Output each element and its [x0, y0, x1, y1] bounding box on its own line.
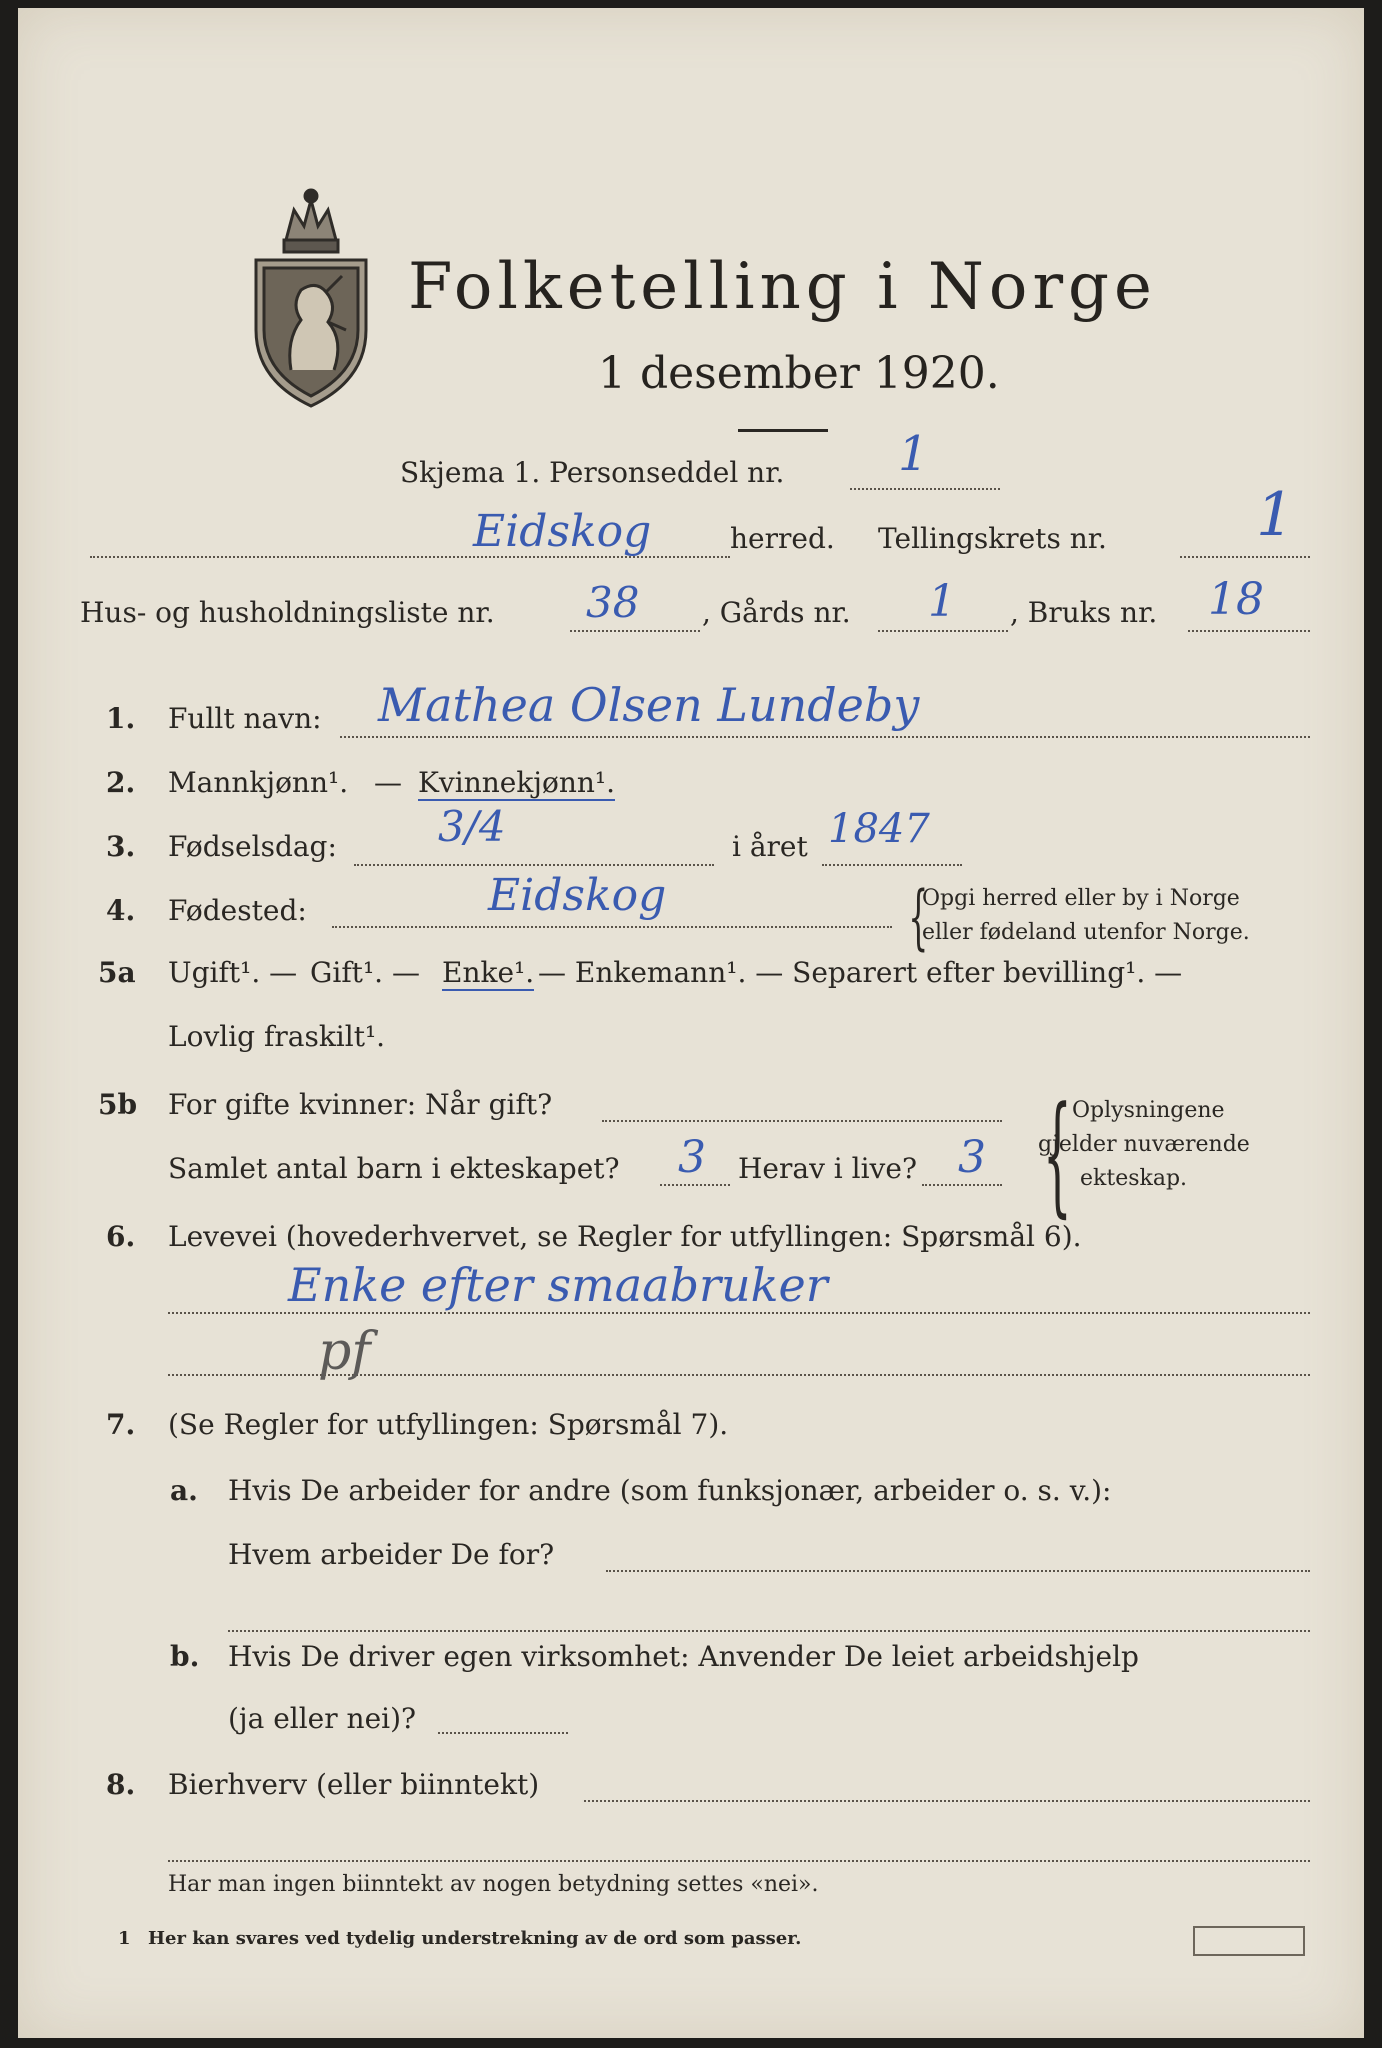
- footnote-text: Her kan svares ved tydelig understrekning av de ord som passer.: [148, 1928, 802, 1949]
- children-alive-value: 3: [958, 1132, 986, 1183]
- printer-stamp: [1193, 1926, 1305, 1956]
- marriage-note-line1: Oplysningene: [1072, 1098, 1225, 1123]
- tellingskrets-label: Tellingskrets nr.: [878, 522, 1107, 555]
- marriage-note-line3: ekteskap.: [1080, 1166, 1188, 1191]
- gards-value: 1: [928, 576, 956, 627]
- marital-fraskilt-option[interactable]: Lovlig fraskilt¹.: [168, 1020, 386, 1053]
- marriage-note-brace: {: [1042, 1078, 1072, 1230]
- herred-value: Eidskog: [473, 506, 652, 557]
- q5b-number: 5b: [98, 1088, 138, 1121]
- children-alive-label: Herav i live?: [738, 1152, 917, 1185]
- children-alive-field[interactable]: [922, 1184, 1002, 1186]
- q3-number: 3.: [106, 830, 136, 863]
- personseddel-number-value: 1: [898, 426, 929, 482]
- bruks-field[interactable]: [1188, 630, 1310, 632]
- children-total-value: 3: [678, 1132, 706, 1183]
- marriage-note-line2: gjelder nuværende: [1038, 1132, 1250, 1157]
- birthdate-field[interactable]: [354, 864, 714, 866]
- q7a-text: Hvis De arbeider for andre (som funksjonær, arbeider o. s. v.):: [228, 1474, 1112, 1507]
- tellingskrets-value: 1: [1256, 480, 1295, 550]
- gender-female-option[interactable]: Kvinnekjønn¹.: [418, 766, 616, 799]
- census-date: 1 desember 1920.: [598, 348, 1000, 399]
- full-name-field[interactable]: [340, 736, 1310, 738]
- q7a-letter: a.: [170, 1474, 198, 1507]
- norwegian-coat-of-arms-icon: [246, 180, 376, 412]
- full-name-label: Fullt navn:: [168, 702, 322, 735]
- occupation-label: Levevei (hovederhvervet, se Regler for utfyllingen: Spørsmål 6).: [168, 1220, 1082, 1253]
- side-income-field-line2[interactable]: [168, 1860, 1310, 1862]
- children-total-label: Samlet antal barn i ekteskapet?: [168, 1152, 620, 1185]
- birth-year-value: 1847: [828, 806, 930, 852]
- title-divider: [738, 429, 828, 432]
- married-when-label: For gifte kvinner: Når gift?: [168, 1088, 553, 1121]
- side-income-field-line1[interactable]: [584, 1800, 1310, 1802]
- employer-field-line2[interactable]: [228, 1630, 1310, 1632]
- birthplace-note-line2: eller fødeland utenfor Norge.: [922, 920, 1250, 945]
- birthdate-label: Fødselsdag:: [168, 830, 337, 863]
- form-title: Folketelling i Norge: [408, 250, 1157, 324]
- q7-number: 7.: [106, 1408, 136, 1441]
- bruks-value: 18: [1208, 574, 1264, 625]
- side-income-note: Har man ingen biinntekt av nogen betydning settes «nei».: [168, 1872, 819, 1897]
- birthdate-value: 3/4: [438, 802, 506, 851]
- gender-separator: —: [374, 766, 402, 799]
- birthplace-field[interactable]: [332, 926, 892, 928]
- employer-label: Hvem arbeider De for?: [228, 1538, 555, 1571]
- q6-number: 6.: [106, 1220, 136, 1253]
- side-income-label: Bierhverv (eller biinntekt): [168, 1768, 540, 1801]
- marital-ugift-option[interactable]: Ugift¹. —: [168, 956, 298, 989]
- q7-label: (Se Regler for utfyllingen: Spørsmål 7).: [168, 1408, 729, 1441]
- full-name-value: Mathea Olsen Lundeby: [378, 678, 920, 732]
- birthplace-note-line1: Opgi herred eller by i Norge: [922, 886, 1240, 911]
- tellingskrets-field[interactable]: [1180, 556, 1310, 558]
- census-form-page: [18, 8, 1364, 2038]
- gards-label: , Gårds nr.: [702, 596, 851, 629]
- birthplace-note-brace: {: [908, 876, 929, 958]
- married-when-field[interactable]: [602, 1120, 1002, 1122]
- q7b-text: Hvis De driver egen virksomhet: Anvender De leiet arbeidshjelp: [228, 1640, 1139, 1673]
- husholdningsliste-label: Hus- og husholdningsliste nr.: [80, 596, 495, 629]
- husholdningsliste-value: 38: [586, 578, 640, 627]
- bruks-label: , Bruks nr.: [1010, 596, 1158, 629]
- birthplace-label: Fødested:: [168, 894, 307, 927]
- herred-label: herred.: [730, 522, 835, 555]
- marital-enke-option[interactable]: Enke¹.: [442, 956, 535, 989]
- q4-number: 4.: [106, 894, 136, 927]
- q5a-number: 5a: [98, 956, 136, 989]
- hired-help-field[interactable]: [438, 1732, 568, 1734]
- birth-year-label: i året: [732, 830, 808, 863]
- q8-number: 8.: [106, 1768, 136, 1801]
- hired-help-label: (ja eller nei)?: [228, 1702, 417, 1735]
- q7b-letter: b.: [170, 1640, 200, 1673]
- footnote-marker: 1: [118, 1928, 131, 1949]
- q2-number: 2.: [106, 766, 136, 799]
- gender-male-option[interactable]: Mannkjønn¹.: [168, 766, 349, 799]
- birthplace-value: Eidskog: [488, 870, 667, 921]
- husholdningsliste-field[interactable]: [570, 630, 700, 632]
- marital-other-options[interactable]: — Enkemann¹. — Separert efter bevilling¹. —: [538, 956, 1183, 989]
- occupation-value: Enke efter smaabruker: [288, 1258, 828, 1312]
- schema-label: Skjema 1. Personseddel nr.: [400, 456, 785, 489]
- birth-year-field[interactable]: [822, 864, 962, 866]
- marital-gift-option[interactable]: Gift¹. —: [310, 956, 420, 989]
- personseddel-number-field[interactable]: [850, 488, 1000, 490]
- children-total-field[interactable]: [660, 1184, 730, 1186]
- occupation-pencil-mark: pf: [318, 1322, 371, 1382]
- q1-number: 1.: [106, 702, 136, 735]
- occupation-field-line1[interactable]: [168, 1312, 1310, 1314]
- employer-field-line1[interactable]: [606, 1570, 1310, 1572]
- gards-field[interactable]: [878, 630, 1008, 632]
